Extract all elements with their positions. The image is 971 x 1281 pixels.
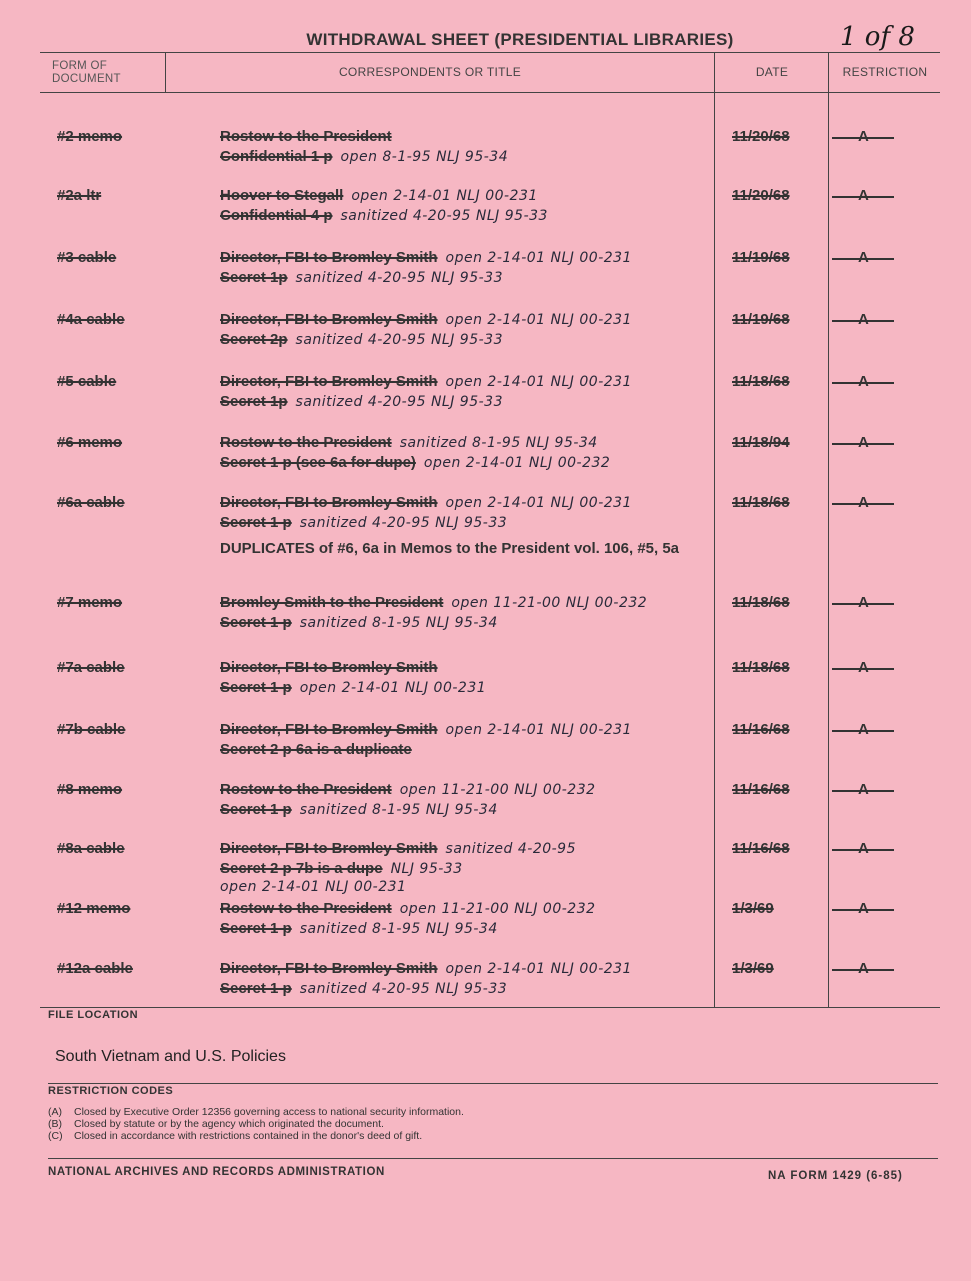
form-of-document: #2 memo <box>57 128 123 145</box>
handwritten-note: open 11-21-00 NLJ 00-232 <box>399 782 596 798</box>
handwritten-note: open 2-14-01 NLJ 00-231 <box>445 495 632 511</box>
form-of-document: #12 memo <box>57 900 131 917</box>
correspondents-line <box>220 659 446 676</box>
classification-text: Secret 1 p <box>220 980 292 997</box>
column-divider-form <box>165 52 166 92</box>
document-date: 11/20/68 <box>732 128 790 145</box>
document-date: 11/19/68 <box>732 311 790 328</box>
correspondents-text: Director, FBI to Bromley Smith <box>220 311 438 328</box>
form-of-document: #8a cable <box>57 840 125 857</box>
column-divider-date <box>714 52 715 1007</box>
form-of-document: #7b cable <box>57 721 126 738</box>
correspondents-line <box>220 494 632 511</box>
restriction-code: A <box>858 721 869 738</box>
document-date: 11/18/68 <box>732 494 790 511</box>
classification-line <box>220 454 610 471</box>
classification-text: Secret 1 p <box>220 679 292 696</box>
sheet-title: WITHDRAWAL SHEET (PRESIDENTIAL LIBRARIES) <box>306 30 734 49</box>
restriction-code-a: (A) Closed by Executive Order 12356 governing access to national security information. <box>48 1106 464 1118</box>
correspondents-line <box>220 781 596 798</box>
classification-line <box>220 980 507 997</box>
correspondents-text: Director, FBI to Bromley Smith <box>220 960 438 977</box>
file-location-value: South Vietnam and U.S. Policies <box>55 1048 286 1065</box>
document-date: 11/20/68 <box>732 187 790 204</box>
correspondents-line <box>220 721 632 738</box>
table-header-border <box>40 92 940 93</box>
handwritten-note: sanitized 8-1-95 NLJ 95-34 <box>299 921 498 937</box>
handwritten-note: open 2-14-01 NLJ 00-231 <box>445 374 632 390</box>
handwritten-extra-line <box>220 878 406 895</box>
correspondents-line <box>220 128 400 145</box>
document-date: 11/19/68 <box>732 249 790 266</box>
handwritten-note: open 11-21-00 NLJ 00-232 <box>451 595 648 611</box>
form-of-document: #6 memo <box>57 434 123 451</box>
correspondents-line <box>220 594 647 611</box>
restriction-code: A <box>858 594 869 611</box>
document-date: 11/18/68 <box>732 373 790 390</box>
correspondents-text: Director, FBI to Bromley Smith <box>220 373 438 390</box>
correspondents-line <box>220 311 632 328</box>
form-of-document: #7a cable <box>57 659 125 676</box>
document-date: 11/16/68 <box>732 840 790 857</box>
correspondents-text: Rostow to the President <box>220 781 392 798</box>
classification-line <box>220 148 508 165</box>
restriction-divider <box>48 1083 938 1084</box>
table-top-border <box>40 52 940 53</box>
document-date: 11/16/68 <box>732 721 790 738</box>
form-of-document: #7 memo <box>57 594 123 611</box>
handwritten-note: sanitized 8-1-95 NLJ 95-34 <box>299 802 498 818</box>
document-date: 1/3/69 <box>732 960 774 977</box>
restriction-codes-list <box>48 1106 464 1142</box>
restriction-code-c: (C) Closed in accordance with restrictions contained in the donor's deed of gift. <box>48 1130 423 1142</box>
restriction-codes-label: RESTRICTION CODES <box>48 1085 174 1097</box>
page-count-note: 1 of 8 <box>840 22 915 52</box>
classification-line <box>220 331 503 348</box>
handwritten-note: open 8-1-95 NLJ 95-34 <box>340 149 509 165</box>
restriction-code: A <box>858 249 869 266</box>
handwritten-note: open 11-21-00 NLJ 00-232 <box>399 901 596 917</box>
column-header-restriction: RESTRICTION <box>842 65 928 79</box>
classification-text: Secret 2p <box>220 331 288 348</box>
classification-text: Secret 1 p <box>220 514 292 531</box>
table-bottom-border <box>40 1007 940 1008</box>
classification-line <box>220 801 498 818</box>
classification-line <box>220 514 507 531</box>
handwritten-note: open 2-14-01 NLJ 00-231 <box>445 961 632 977</box>
column-header-date: DATE <box>755 65 789 79</box>
correspondents-text: Director, FBI to Bromley Smith <box>220 840 438 857</box>
column-divider-restriction <box>828 52 829 1007</box>
handwritten-note: sanitized 4-20-95 <box>445 841 576 857</box>
classification-text: Secret 1 p (see 6a for dupe) <box>220 454 416 471</box>
handwritten-note: sanitized 8-1-95 NLJ 95-34 <box>399 435 598 451</box>
restriction-code-b: (B) Closed by statute or by the agency which originated the document. <box>48 1118 384 1130</box>
correspondents-line <box>220 373 632 390</box>
classification-text: Secret 1 p <box>220 614 292 631</box>
classification-text: Confidential 1 p <box>220 148 333 165</box>
form-of-document: #2a ltr <box>57 187 102 204</box>
classification-text: Secret 1p <box>220 269 288 286</box>
form-number: NA FORM 1429 (6-85) <box>768 1170 903 1182</box>
restriction-code: A <box>858 373 869 390</box>
restriction-code: A <box>858 128 869 145</box>
classification-line <box>220 207 548 224</box>
handwritten-note: sanitized 8-1-95 NLJ 95-34 <box>299 615 498 631</box>
handwritten-note: open 2-14-01 NLJ 00-231 <box>445 722 632 738</box>
classification-line <box>220 269 503 286</box>
handwritten-note: open 2-14-01 NLJ 00-232 <box>423 455 611 471</box>
form-of-document: #4a cable <box>57 311 125 328</box>
correspondents-text: Director, FBI to Bromley Smith <box>220 721 438 738</box>
handwritten-note: open 2-14-01 NLJ 00-231 <box>351 188 538 204</box>
handwritten-note: sanitized 4-20-95 NLJ 95-33 <box>295 270 503 286</box>
handwritten-note: sanitized 4-20-95 NLJ 95-33 <box>340 208 548 224</box>
classification-line <box>220 393 503 410</box>
correspondents-line <box>220 960 632 977</box>
correspondents-text: Director, FBI to Bromley Smith <box>220 249 438 266</box>
restriction-code: A <box>858 659 869 676</box>
classification-text: Secret 1 p <box>220 920 292 937</box>
classification-line <box>220 860 463 877</box>
classification-text: Secret 2 p 6a is a duplicate <box>220 741 412 758</box>
column-header-correspondents: CORRESPONDENTS OR TITLE <box>338 65 522 79</box>
correspondents-line <box>220 249 632 266</box>
restriction-code: A <box>858 434 869 451</box>
document-date: 11/18/68 <box>732 659 790 676</box>
classification-text: Secret 1p <box>220 393 288 410</box>
classification-line <box>220 741 420 758</box>
restriction-code: A <box>858 494 869 511</box>
form-of-document: #8 memo <box>57 781 123 798</box>
restriction-code: A <box>858 840 869 857</box>
classification-line <box>220 920 498 937</box>
document-date: 11/16/68 <box>732 781 790 798</box>
handwritten-note: sanitized 4-20-95 NLJ 95-33 <box>299 981 508 997</box>
restriction-code: A <box>858 187 869 204</box>
form-of-document: #3 cable <box>57 249 117 266</box>
restriction-code: A <box>858 900 869 917</box>
footer-divider <box>48 1158 938 1159</box>
classification-text: Secret 1 p <box>220 801 292 818</box>
agency-name: NATIONAL ARCHIVES AND RECORDS ADMINISTRATION <box>48 1166 385 1178</box>
handwritten-note: open 2-14-01 NLJ 00-231 <box>299 680 487 696</box>
form-of-document: #5 cable <box>57 373 117 390</box>
handwritten-note: sanitized 4-20-95 NLJ 95-33 <box>295 332 503 348</box>
handwritten-note: open 2-14-01 NLJ 00-231 <box>445 312 632 328</box>
correspondents-text: Rostow to the President <box>220 900 392 917</box>
classification-line <box>220 614 498 631</box>
classification-text: Secret 2 p 7b is a dupe <box>220 860 383 877</box>
correspondents-line <box>220 187 538 204</box>
correspondents-text: Rostow to the President <box>220 434 392 451</box>
handwritten-note: sanitized 4-20-95 NLJ 95-33 <box>295 394 503 410</box>
document-date: 11/18/94 <box>732 434 790 451</box>
correspondents-text: Hoover to Stegall <box>220 187 344 204</box>
form-of-document: #12a cable <box>57 960 133 977</box>
correspondents-text: Director, FBI to Bromley Smith <box>220 494 438 511</box>
handwritten-note: NLJ 95-33 <box>390 861 463 877</box>
file-location-label: FILE LOCATION <box>48 1009 139 1021</box>
correspondents-text: Rostow to the President <box>220 128 392 145</box>
classification-line <box>220 679 486 696</box>
restriction-code: A <box>858 311 869 328</box>
classification-text: Confidential 4 p <box>220 207 333 224</box>
correspondents-line <box>220 900 596 917</box>
correspondents-line <box>220 840 576 857</box>
correspondents-text: Director, FBI to Bromley Smith <box>220 659 438 676</box>
column-header-form: FORM OF DOCUMENT <box>52 60 121 85</box>
handwritten-note: open 2-14-01 NLJ 00-231 <box>220 879 407 895</box>
document-date: 11/18/68 <box>732 594 790 611</box>
handwritten-note: sanitized 4-20-95 NLJ 95-33 <box>299 515 508 531</box>
form-of-document: #6a cable <box>57 494 125 511</box>
document-date: 1/3/69 <box>732 900 774 917</box>
restriction-code: A <box>858 781 869 798</box>
duplicates-note: DUPLICATES of #6, 6a in Memos to the President vol. 106, #5, 5a <box>220 540 680 557</box>
correspondents-line <box>220 434 598 451</box>
correspondents-text: Bromley Smith to the President <box>220 594 444 611</box>
handwritten-note: open 2-14-01 NLJ 00-231 <box>445 250 632 266</box>
restriction-code: A <box>858 960 869 977</box>
